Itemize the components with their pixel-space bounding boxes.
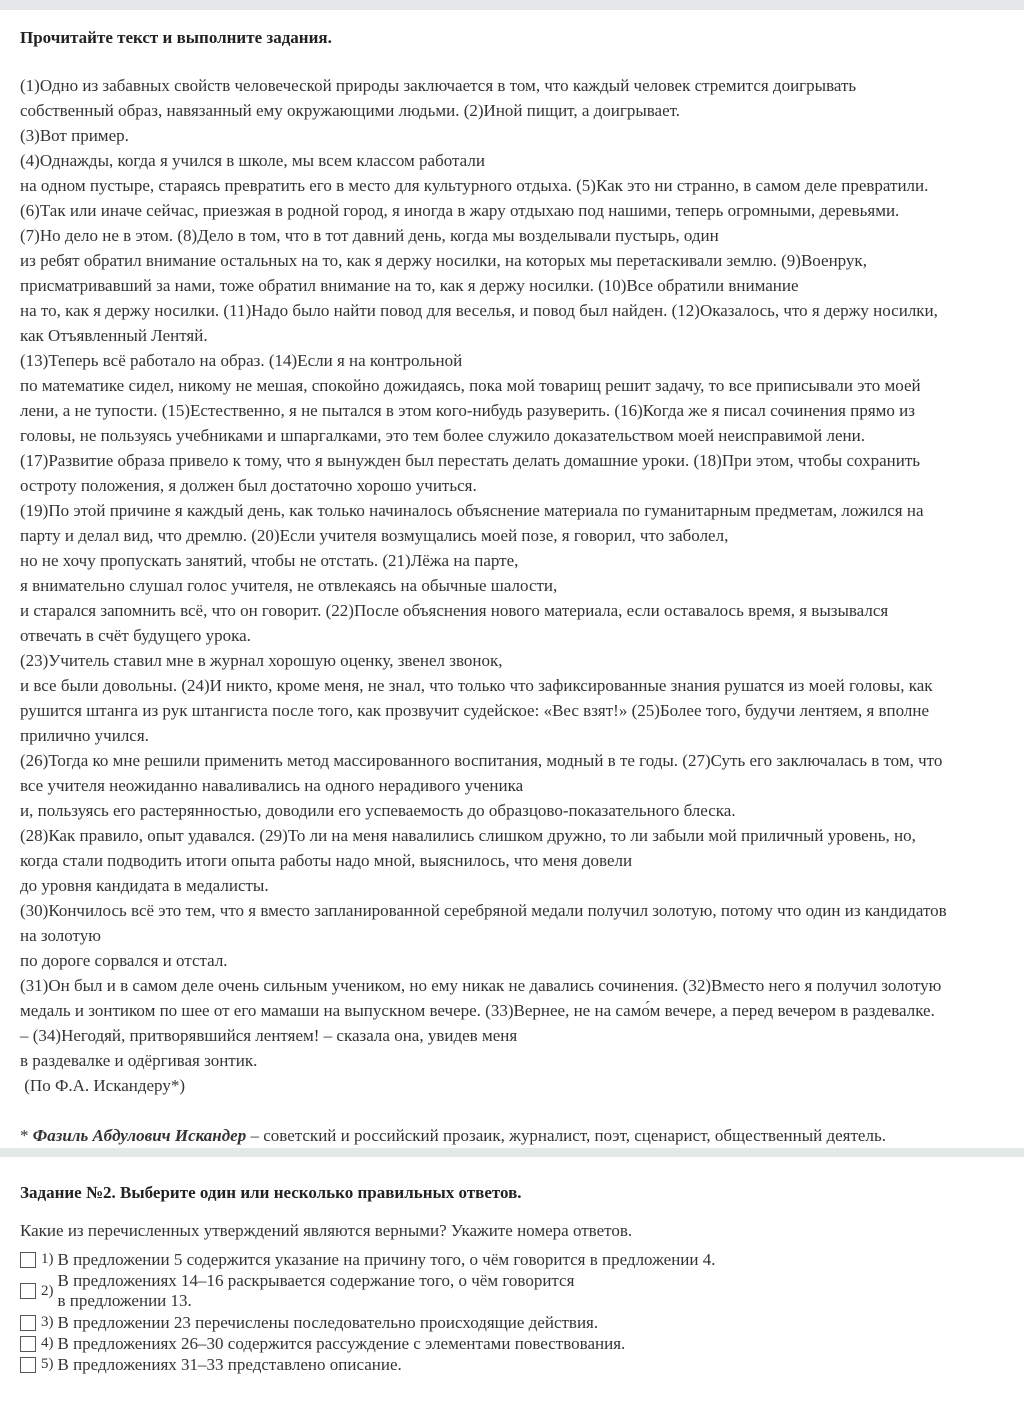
- text-line: и, пользуясь его растерянностью, доводили его успеваемость до образцово-показательного блеска.: [20, 801, 736, 820]
- text-line: я внимательно слушал голос учителя, не отвлекаясь на обычные шалости,: [20, 576, 558, 595]
- checkbox[interactable]: [20, 1315, 36, 1331]
- text-line: когда стали подводить итоги опыта работы надо мной, выяснилось, что меня довели: [20, 851, 633, 870]
- checkbox[interactable]: [20, 1357, 36, 1373]
- answer-option[interactable]: [20, 1313, 1004, 1332]
- text-line: отвечать в счёт будущего урока.: [20, 626, 251, 645]
- option-text: В предложениях 31–33 представлено описание.: [57, 1355, 402, 1374]
- text-line: из ребят обратил внимание остальных на то, как я держу носилки, на которых мы перетаскивали землю. (9)Военрук,: [20, 251, 867, 270]
- text-line: как Отъявленный Лентяй.: [20, 326, 208, 345]
- text-line: (3)Вот пример.: [20, 126, 129, 145]
- text-line: (1)Одно из забавных свойств человеческой природы заключается в том, что каждый человек стремится доигрывать: [20, 76, 857, 95]
- answer-option[interactable]: [20, 1355, 1004, 1374]
- text-line: рушится штанга из рук штангиста после того, как прозвучит судейское: «Вес взят!» (25)Более того, будучи лентяем, я вполне: [20, 701, 930, 720]
- reading-title: Прочитайте текст и выполните задания.: [20, 28, 332, 47]
- task-question: Какие из перечисленных утверждений являются верными? Укажите номера ответов.: [20, 1221, 633, 1240]
- text-line: (19)По этой причине я каждый день, как только начиналось объяснение материала по гуманитарным предметам, ложился на: [20, 501, 924, 520]
- text-line: прилично учился.: [20, 726, 149, 745]
- option-number: 3): [41, 1314, 54, 1330]
- text-line: и все были довольны. (24)И никто, кроме меня, не знал, что только что зафиксированные знания рушатся из моей головы, как: [20, 676, 933, 695]
- option-text-line: в предложении 13.: [57, 1291, 192, 1310]
- option-text: В предложении 23 перечислены последовательно происходящие действия.: [57, 1313, 599, 1332]
- footnote-mark: *: [20, 1126, 33, 1145]
- text-line: (26)Тогда ко мне решили применить метод массированного воспитания, модный в те годы. (27)Суть его заключалась в том, что: [20, 751, 943, 770]
- footnote-text: – советский и российский прозаик, журналист, поэт, сценарист, общественный деятель.: [246, 1126, 886, 1145]
- reading-text: [20, 73, 1004, 1148]
- text-line: медаль и зонтиком по шее от его мамаши на выпускном вечере. (33)Вернее, не на само́м вечере, а перед вечером в раздевалке.: [20, 1001, 935, 1020]
- text-line: до уровня кандидата в медалисты.: [20, 876, 269, 895]
- text-line: по математике сидел, никому не мешая, спокойно дожидаясь, пока мой товарищ решит задачу, то все приписывали это моей: [20, 376, 921, 395]
- task-title: Задание №2. Выберите один или несколько правильных ответов.: [20, 1183, 522, 1202]
- answer-option[interactable]: [20, 1334, 1004, 1353]
- text-line: на золотую: [20, 926, 101, 945]
- text-line: (23)Учитель ставил мне в журнал хорошую оценку, звенел звонок,: [20, 651, 503, 670]
- option-number: 4): [41, 1335, 54, 1351]
- text-line: все учителя неожиданно наваливались на одного нерадивого ученика: [20, 776, 524, 795]
- answer-option[interactable]: [20, 1271, 1004, 1311]
- text-line: по дороге сорвался и отстал.: [20, 951, 228, 970]
- text-line: на одном пустыре, стараясь превратить его в место для культурного отдыха. (5)Как это ни странно, в самом деле превратили.: [20, 176, 929, 195]
- text-line: но не хочу пропускать занятий, чтобы не отстать. (21)Лёжа на парте,: [20, 551, 519, 570]
- option-number: 2): [41, 1282, 54, 1299]
- footnote-author: Фазиль Абдулович Искандер: [32, 1126, 247, 1145]
- text-line: (30)Кончилось всё это тем, что я вместо запланированной серебряной медали получил золотую, потому что один из кандидатов: [20, 901, 947, 920]
- text-line: присматривавший за нами, тоже обратил внимание на то, как я держу носилки. (10)Все обратили внимание: [20, 276, 799, 295]
- option-text: [58, 1271, 575, 1311]
- option-number: 1): [41, 1251, 54, 1267]
- text-line: (7)Но дело не в этом. (8)Дело в том, что в тот давний день, когда мы возделывали пустырь, один: [20, 226, 719, 245]
- section-separator: [0, 1148, 1024, 1157]
- source-attribution: (По Ф.А. Искандеру*): [20, 1076, 185, 1095]
- text-line: парту и делал вид, что дремлю. (20)Если учителя возмущались моей позе, я говорил, что заболел,: [20, 526, 729, 545]
- answer-options: [20, 1250, 1004, 1374]
- text-line: (6)Так или иначе сейчас, приезжая в родной город, я иногда в жару отдыхаю под нашими, теперь огромными, деревьями.: [20, 201, 900, 220]
- option-text-line: В предложениях 14–16 раскрывается содержание того, о чём говорится: [57, 1271, 575, 1290]
- checkbox[interactable]: [20, 1336, 36, 1352]
- text-line: головы, не пользуясь учебниками и шпаргалками, это тем более служило доказательством моей неисправимой лени.: [20, 426, 865, 445]
- checkbox[interactable]: [20, 1252, 36, 1268]
- text-line: собственный образ, навязанный ему окружающими людьми. (2)Иной пищит, а доигрывает.: [20, 101, 681, 120]
- answer-option[interactable]: [20, 1250, 1004, 1269]
- option-text: В предложении 5 содержится указание на причину того, о чём говорится в предложении 4.: [57, 1250, 716, 1269]
- text-line: (13)Теперь всё работало на образ. (14)Если я на контрольной: [20, 351, 463, 370]
- text-line: в раздевалке и одёргивая зонтик.: [20, 1051, 258, 1070]
- text-line: – (34)Негодяй, притворявшийся лентяем! – сказала она, увидев меня: [20, 1026, 518, 1045]
- text-line: на то, как я держу носилки. (11)Надо было найти повод для веселья, и повод был найден. (12)Оказалось, что я держу носилки,: [20, 301, 938, 320]
- text-line: (4)Однажды, когда я учился в школе, мы всем классом работали: [20, 151, 485, 170]
- option-number: 5): [41, 1356, 54, 1372]
- checkbox[interactable]: [20, 1283, 36, 1299]
- text-line: (31)Он был и в самом деле очень сильным учеником, но ему никак не давались сочинения. (32)Вместо него я получил золотую: [20, 976, 942, 995]
- task-card: [0, 1157, 1024, 1374]
- footnote: [20, 1123, 1004, 1148]
- top-separator: [0, 0, 1024, 10]
- text-line: остроту положения, я должен был достаточно хорошо учиться.: [20, 476, 477, 495]
- text-line: (17)Развитие образа привело к тому, что я вынужден был перестать делать домашние уроки. (18)При этом, чтобы сохранить: [20, 451, 921, 470]
- option-text: В предложениях 26–30 содержится рассуждение с элементами повествования.: [57, 1334, 626, 1353]
- text-line: лени, а не тупости. (15)Естественно, я не пытался в этом кого-нибудь разуверить. (16)Когда же я писал сочинения прямо из: [20, 401, 915, 420]
- text-line: и старался запомнить всё, что он говорит. (22)После объяснения нового материала, если оставалось время, я вызывался: [20, 601, 889, 620]
- reading-card: [0, 10, 1024, 1148]
- text-line: (28)Как правило, опыт удавался. (29)То ли на меня навалились слишком дружно, то ли забыли мой приличный уровень, но,: [20, 826, 916, 845]
